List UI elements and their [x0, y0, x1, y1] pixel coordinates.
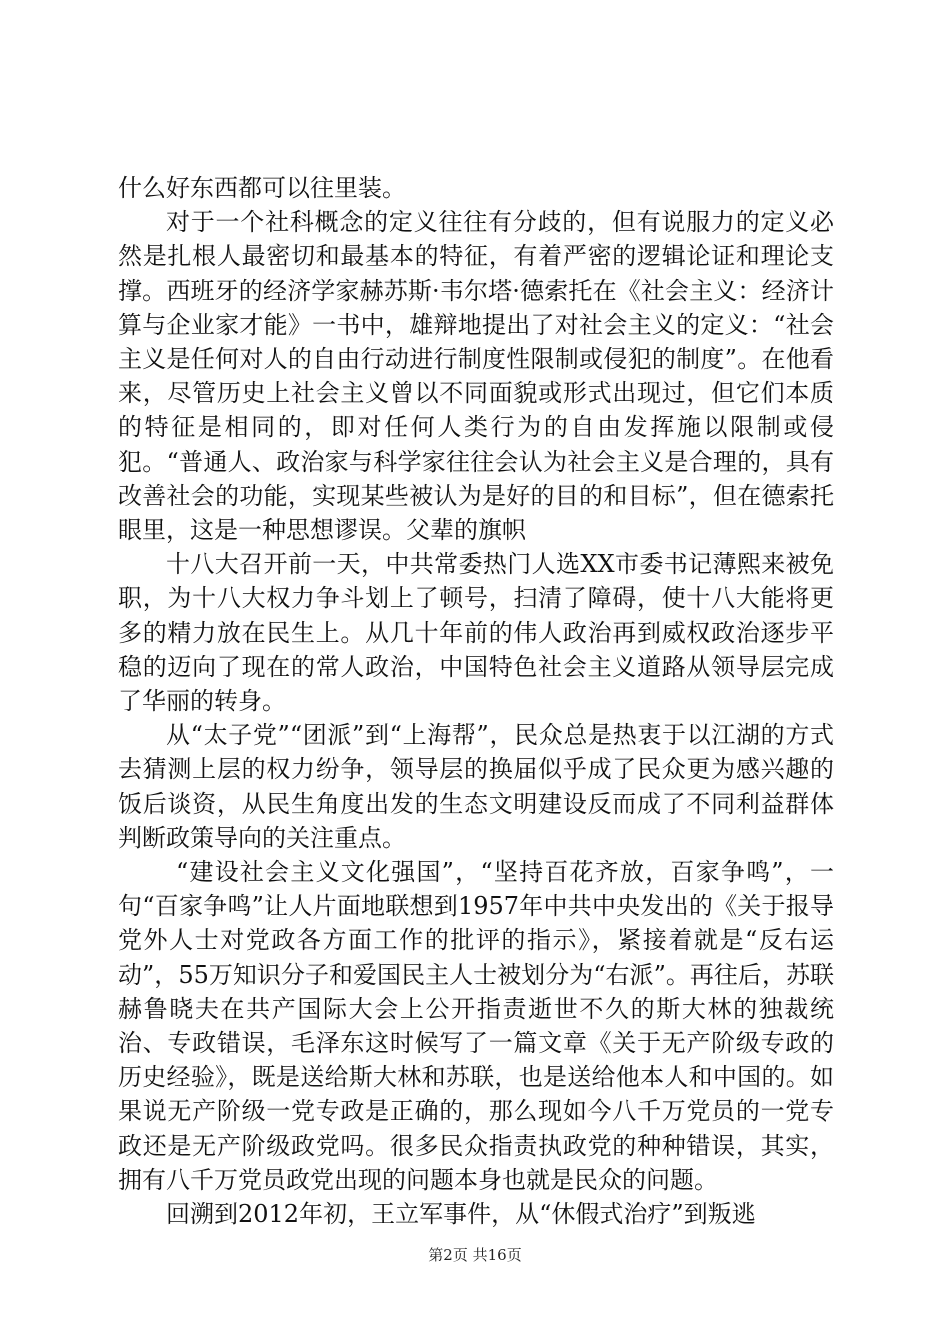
paragraph-18th-congress: 十八大召开前一天，中共常委热门人选XX市委书记薄熙来被免职，为十八大权力争斗划上了顿号，扫清了障碍，使十八大能将更多的精力放在民生上。从几十年前的伟人政治再到威权政治逐步平稳的迈向了现在的常人政治，中国特色社会主义道路从领导层完成了华丽的转身。 — [118, 550, 834, 716]
page-number-footer: 第2页 共16页 — [428, 1246, 522, 1264]
paragraph-socialism-definition: 对于一个社科概念的定义往往有分歧的，但有说服力的定义必然是扎根人最密切和最基本的特征，有着严密的逻辑论证和理论支撑。西班牙的经济学家赫苏斯·韦尔塔·德索托在《社会主义：经济计算与企业家才能》一书中，雄辩地提出了对社会主义的定义：“社会主义是任何对人的自由行动进行制度性限制或侵犯的制度”。在他看来，尽管历史上社会主义曾以不同面貌或形式出现过，但它们本质的特征是相同的，即对任何人类行为的自由发挥施以限制或侵犯。“普通人、政治家与科学家往往会认为社会主义是合理的，具有改善社会的功能，实现某些被认为是好的目的和目标”，但在德索托眼里，这是一种思想谬误。父辈的旗帜 — [118, 208, 834, 545]
body-text — [118, 171, 834, 1231]
paragraph-continuation: 什么好东西都可以往里装。 — [118, 174, 406, 202]
paragraph-factions: 从“太子党”“团派”到“上海帮”，民众总是热衷于以江湖的方式去猜测上层的权力纷争，领导层的换届似乎成了民众更为感兴趣的饭后谈资，从民生角度出发的生态文明建设反而成了不同利益群体判断政策导向的关注重点。 — [118, 721, 834, 852]
paragraph-wang-lijun: 回溯到2012年初，王立军事件，从“休假式治疗”到叛逃 — [166, 1200, 756, 1229]
paragraph-hundred-schools: “建设社会主义文化强国”，“坚持百花齐放，百家争鸣”，一句“百家争鸣”让人片面地联想到1957年中共中央发出的《关于报导党外人士对党政各方面工作的批评的指示》，紧接着就是“反右运动”，55万知识分子和爱国民主人士被划分为“右派”。再往后，苏联赫鲁晓夫在共产国际大会上公开指责逝世不久的斯大林的独裁统治、专政错误，毛泽东这时候写了一篇文章《关于无产阶级专政的历史经验》，既是送给斯大林和苏联，也是送给他本人和中国的。如果说无产阶级一党专政是正确的，那么现如今八千万党员的一党专政还是无产阶级政党吗。很多民众指责执政党的种种错误，其实，拥有八千万党员政党出现的问题本身也就是民众的问题。 — [118, 858, 834, 1194]
